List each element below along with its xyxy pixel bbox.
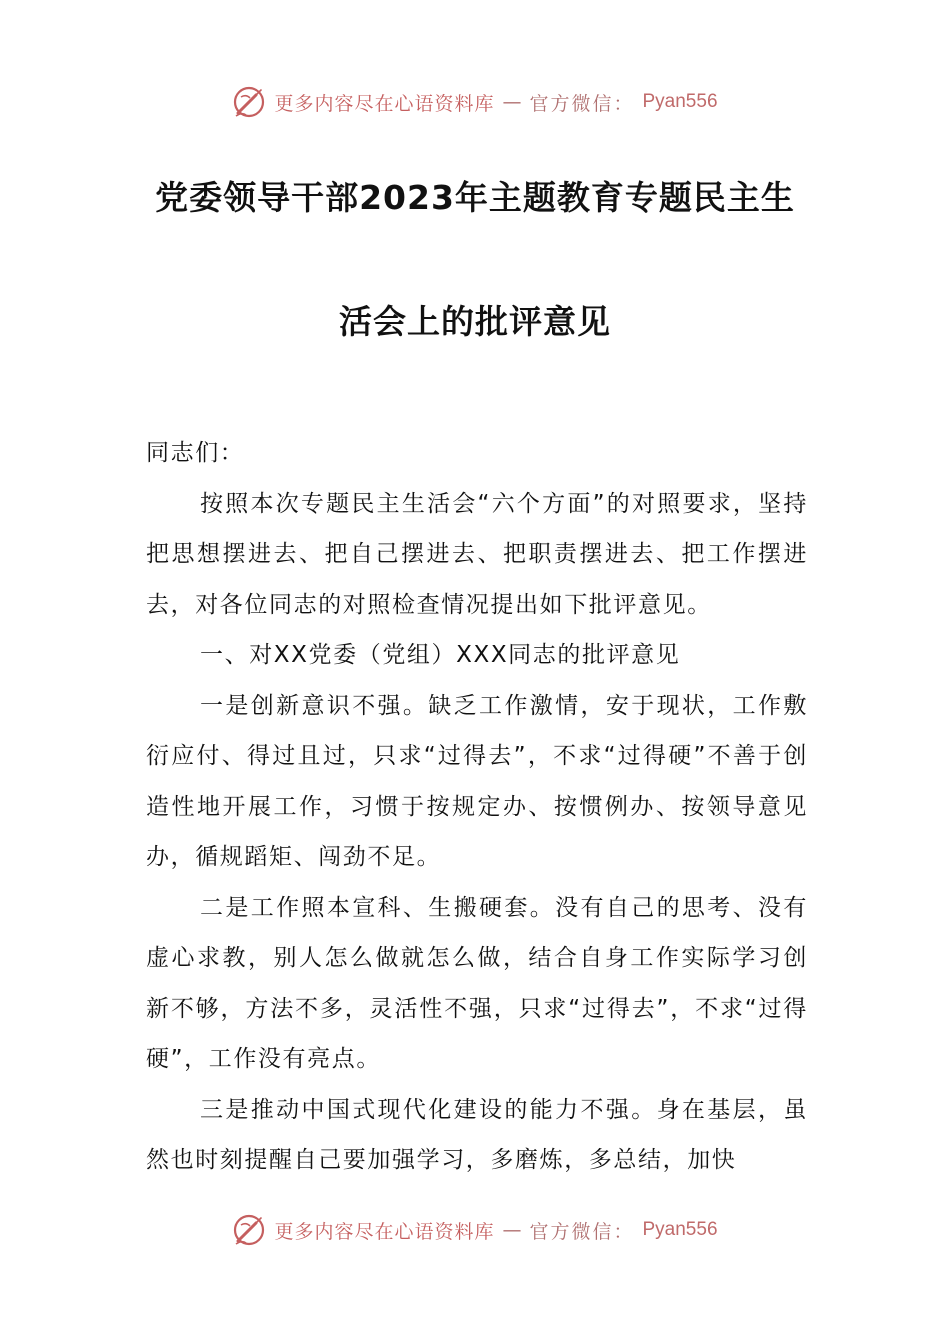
header-watermark: [0, 82, 950, 122]
wechat-label: 官方微信：: [529, 1220, 635, 1243]
footer-watermark: [0, 1210, 950, 1250]
watermark-text: 更多内容尽在心语资料库: [274, 1220, 495, 1243]
watermark-text: 更多内容尽在心语资料库: [274, 92, 495, 115]
wechat-id: Pyan556: [642, 91, 718, 112]
watermark-dash: —: [502, 91, 522, 113]
document-body: [146, 428, 808, 1186]
document-title-line-2: 活会上的批评意见: [339, 302, 611, 341]
pen-circle-logo-icon: [232, 1213, 266, 1247]
paragraph-intro: 按照本次专题民主生活会“六个方面”的对照要求，坚持把思想摆进去、把自己摆进去、把职责摆进去、把工作摆进去，对各位同志的对照检查情况提出如下批评意见。: [146, 490, 808, 618]
paragraph-point-3: 三是推动中国式现代化建设的能力不强。身在基层，虽然也时刻提醒自己要加强学习，多磨炼，多总结，加快: [146, 1096, 808, 1173]
document-title-line-1: 党委领导干部2023年主题教育专题民主生: [155, 178, 795, 217]
wechat-label: 官方微信：: [529, 92, 635, 115]
paragraph-point-2: 二是工作照本宣科、生搬硬套。没有自己的思考、没有虚心求教，别人怎么做就怎么做，结合自身工作实际学习创新不够，方法不多，灵活性不强，只求“过得去”，不求“过得硬”，工作没有亮点。: [146, 894, 808, 1072]
salutation: 同志们：: [146, 440, 245, 466]
watermark-dash: —: [502, 1219, 522, 1241]
section-heading: 一、对XX党委（党组）XXX同志的批评意见: [200, 642, 681, 668]
paragraph-point-1: 一是创新意识不强。缺乏工作激情，安于现状，工作敷衍应付、得过且过，只求“过得去”，不求“过得硬”不善于创造性地开展工作，习惯于按规定办、按惯例办、按领导意见办，循规蹈矩、闯劲不足。: [146, 692, 808, 870]
wechat-id: Pyan556: [642, 1219, 718, 1240]
pen-circle-logo-icon: [232, 85, 266, 119]
